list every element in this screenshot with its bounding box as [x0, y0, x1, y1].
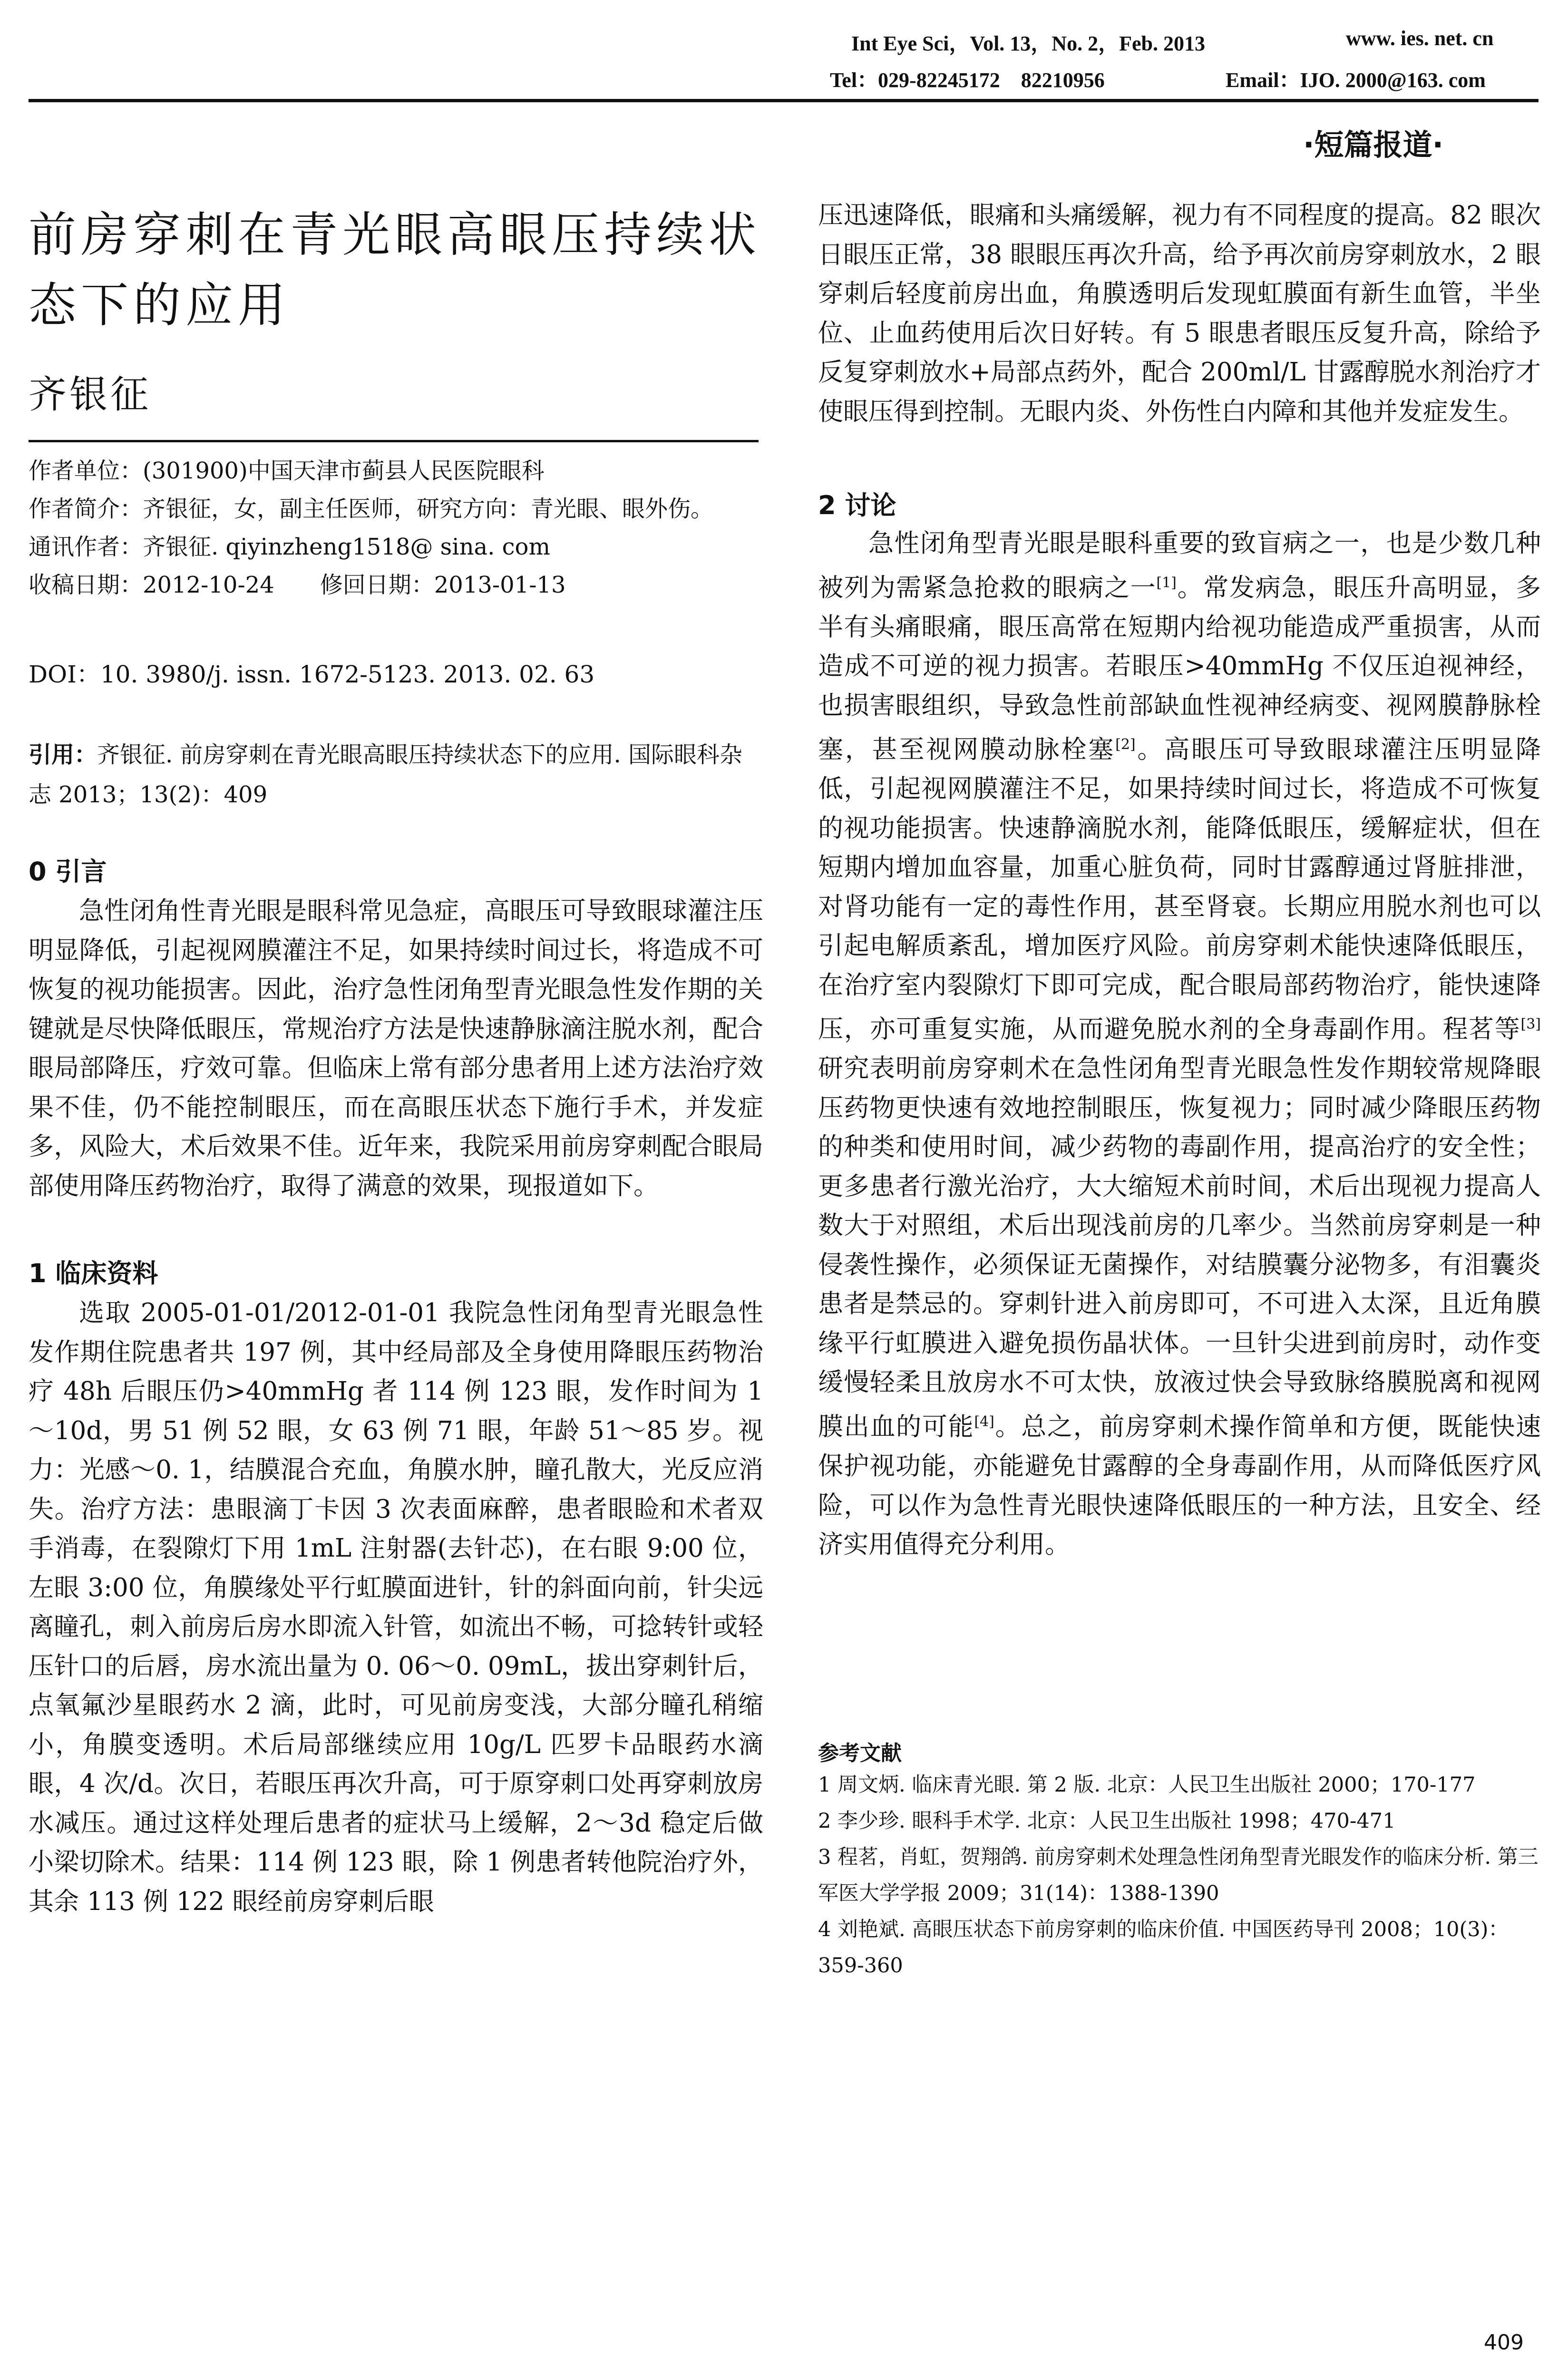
- discussion-text-3: 。高眼压可导致眼球灌注压明显降低，引起视网膜灌注不足，如果持续时间过长，将造成不可恢复的视功能损害。快速静滴脱水剂，能降低眼压，缓解症状，但在短期内增加血容量，加重心脏负荷，同时甘露醇通过肾脏排泄，对肾功能有一定的毒性作用，甚至肾衰。长期应用脱水剂也可以引起电解质紊乱，增加医疗风险。前房穿刺术能快速降低眼压，在治疗室内裂隙灯下即可完成，配合眼局部药物治疗，能快速降压，亦可重复实施，从而避免脱水剂的全身毒副作用。程茗等: [818, 735, 1541, 1044]
- discussion-text-4: 研究表明前房穿刺术在急性闭角型青光眼急性发作期较常规降眼压药物更快速有效地控制眼压，恢复视力；同时减少降眼压药物的种类和使用时间，减少药物的毒副作用，提高治疗的安全性；更多患者行激光治疗，大大缩短术前时间，术后出现视力提高人数大于对照组，术后出现浅前房的几率少。当然前房穿刺是一种侵袭性操作，必须保证无菌操作，对结膜囊分泌物多，有泪囊炎患者是禁忌的。穿刺针进入前房即可，不可进入太深，且近角膜缘平行虹膜进入避免损伤晶状体。一旦针尖进到前房时，动作变缓慢轻柔且放房水不可太快，放液过快会导致脉络膜脱离和视网膜出血的可能: [818, 1054, 1541, 1442]
- header-divider: [29, 99, 1539, 102]
- clinical-heading: 1 临床资料: [29, 1258, 158, 1288]
- dates: 收稿日期：2012-10-24 修回日期：2013-01-13: [29, 572, 566, 598]
- discussion-text-5: 。总之，前房穿刺术操作简单和方便，既能快速保护视功能，亦能避免甘露醇的全身毒副作用，从而降低医疗风险，可以作为急性青光眼快速降低眼压的一种方法，且安全、经济实用值得充分利用。: [818, 1412, 1541, 1559]
- references-heading: 参考文献: [818, 1741, 902, 1765]
- references-list: [818, 1767, 1541, 1984]
- ref-4-marker: [4]: [974, 1413, 994, 1430]
- journal-email: Email：IJO. 2000@163. com: [1226, 68, 1486, 92]
- discussion-paragraph: [818, 524, 1541, 1565]
- page-number: 409: [1484, 2330, 1524, 2355]
- journal-website: www. ies. net. cn: [1346, 27, 1494, 50]
- affiliation: 作者单位：(301900)中国天津市蓟县人民医院眼科: [29, 458, 545, 484]
- ref-1-marker: [1]: [1156, 574, 1177, 591]
- reference-item: 2 李少珍. 眼科手术学. 北京：人民卫生出版社 1998；470-471: [818, 1809, 1396, 1833]
- reference-item: 4 刘艳斌. 高眼压状态下前房穿刺的临床价值. 中国医药导刊 2008；10(3)：359-360: [818, 1918, 1509, 1978]
- discussion-heading: 2 讨论: [818, 490, 896, 520]
- clinical-paragraph-continued: 压迅速降低，眼痛和头痛缓解，视力有不同程度的提高。82 眼次日眼压正常，38 眼眼压再次升高，给予再次前房穿刺放水，2 眼穿刺后轻度前房出血，角膜透明后发现虹膜面有新生血管，半坐位、止血药使用后次日好转。有 5 眼患者眼压反复升高，除给予反复穿刺放水+局部点药外，配合 200ml/L 甘露醇脱水剂治疗才使眼压得到控制。无眼内炎、外伤性白内障和其他并发症发生。: [818, 201, 1541, 426]
- reference-item: 3 程茗，肖虹，贺翔鸽. 前房穿刺术处理急性闭角型青光眼发作的临床分析. 第三军医大学学报 2009；31(14)：1388-1390: [818, 1845, 1539, 1905]
- clinical-paragraph: 选取 2005-01-01/2012-01-01 我院急性闭角型青光眼急性发作期住院患者共 197 例，其中经局部及全身使用降眼压药物治疗 48h 后眼压仍>40mmHg 者 114 例 123 眼，发作时间为 1～10d，男 51 例 52 眼，女 63 例 71 眼，年龄 51～85 岁。视力：光感～0. 1，结膜混合充血，角膜水肿，瞳孔散大，光反应消失。治疗方法：患眼滴丁卡因 3 次表面麻醉，患者眼睑和术者双手消毒，在裂隙灯下用 1mL 注射器(去针芯)，在右眼 9:00 位，左眼 3:00 位，角膜缘处平行虹膜面进针，针的斜面向前，针尖远离瞳孔，刺入前房后房水即流入针管，如流出不畅，可捻转针或轻压针口的后唇，房水流出量为 0. 06～0. 09mL，拔出穿刺针后，点氧氟沙星眼药水 2 滴，此时，可见前房变浅，大部分瞳孔稍缩小，角膜变透明。术后局部继续应用 10g/L 匹罗卡品眼药水滴眼，4 次/d。次日，若眼压再次升高，可于原穿刺口处再穿刺放房水减压。通过这样处理后患者的症状马上缓解，2～3d 稳定后做小梁切除术。结果：114 例 123 眼，除 1 例患者转他院治疗外，其余 113 例 122 眼经前房穿刺后眼: [29, 1298, 763, 1916]
- author-info: [29, 452, 770, 604]
- reference-item: 1 周文炳. 临床青光眼. 第 2 版. 北京：人民卫生出版社 2000；170-177: [818, 1773, 1476, 1797]
- discussion-text-2: 。常发病急，眼压升高明显，多半有头痛眼痛，眼压高常在短期内给视功能造成严重损害，从而造成不可逆的视力损害。若眼压>40mmHg 不仅压迫视神经，也损害眼组织，导致急性前部缺血性视神经病变、视网膜静脉栓塞，甚至视网膜动脉栓塞: [818, 573, 1541, 764]
- ref-2-marker: [2]: [1115, 736, 1136, 753]
- journal-contact: [830, 63, 1539, 93]
- intro-heading: 0 引言: [29, 857, 107, 887]
- intro-paragraph: 急性闭角性青光眼是眼科常见急症，高眼压可导致眼球灌注压明显降低，引起视网膜灌注不足，如果持续时间过长，将造成不可恢复的视功能损害。因此，治疗急性闭角型青光眼急性发作期的关键就是尽快降低眼压，常规治疗方法是快速静脉滴注脱水剂，配合眼局部降压，疗效可靠。但临床上常有部分患者用上述方法治疗效果不佳，仍不能控制眼压，而在高眼压状态下施行手术，并发症多，风险大，术后效果不佳。近年来，我院采用前房穿刺配合眼局部使用降压药物治疗，取得了满意的效果，现报道如下。: [29, 896, 763, 1200]
- citation-text: 齐银征. 前房穿刺在青光眼高眼压持续状态下的应用. 国际眼科杂志 2013；13(2)：409: [29, 741, 743, 808]
- journal-citation: Int Eye Sci，Vol. 13，No. 2，Feb. 2013: [851, 32, 1205, 55]
- journal-header: [851, 26, 1536, 57]
- ref-3-marker: [3]: [1520, 1016, 1541, 1033]
- citation-label: 引用：: [29, 741, 97, 768]
- citation: [29, 735, 763, 815]
- discussion-text-1: 急性闭角型青光眼是眼科重要的致盲病之一，也是少数几种被列为需紧急抢救的眼病之一: [818, 529, 1541, 603]
- title-divider: [29, 440, 759, 442]
- article-title: 前房穿刺在青光眼高眼压持续状态下的应用: [29, 207, 761, 333]
- article-author: 齐银征: [29, 372, 151, 417]
- correspondence: 通讯作者：齐银征. qiyinzheng1518@ sina. com: [29, 534, 550, 560]
- journal-tel: Tel：029-82245172 82210956: [830, 68, 1105, 92]
- author-profile: 作者简介：齐银征，女，副主任医师，研究方向：青光眼、眼外伤。: [29, 496, 714, 522]
- doi: DOI：10. 3980/j. issn. 1672-5123. 2013. 02. 63: [29, 661, 595, 688]
- section-tag: ·短篇报道·: [1303, 127, 1444, 162]
